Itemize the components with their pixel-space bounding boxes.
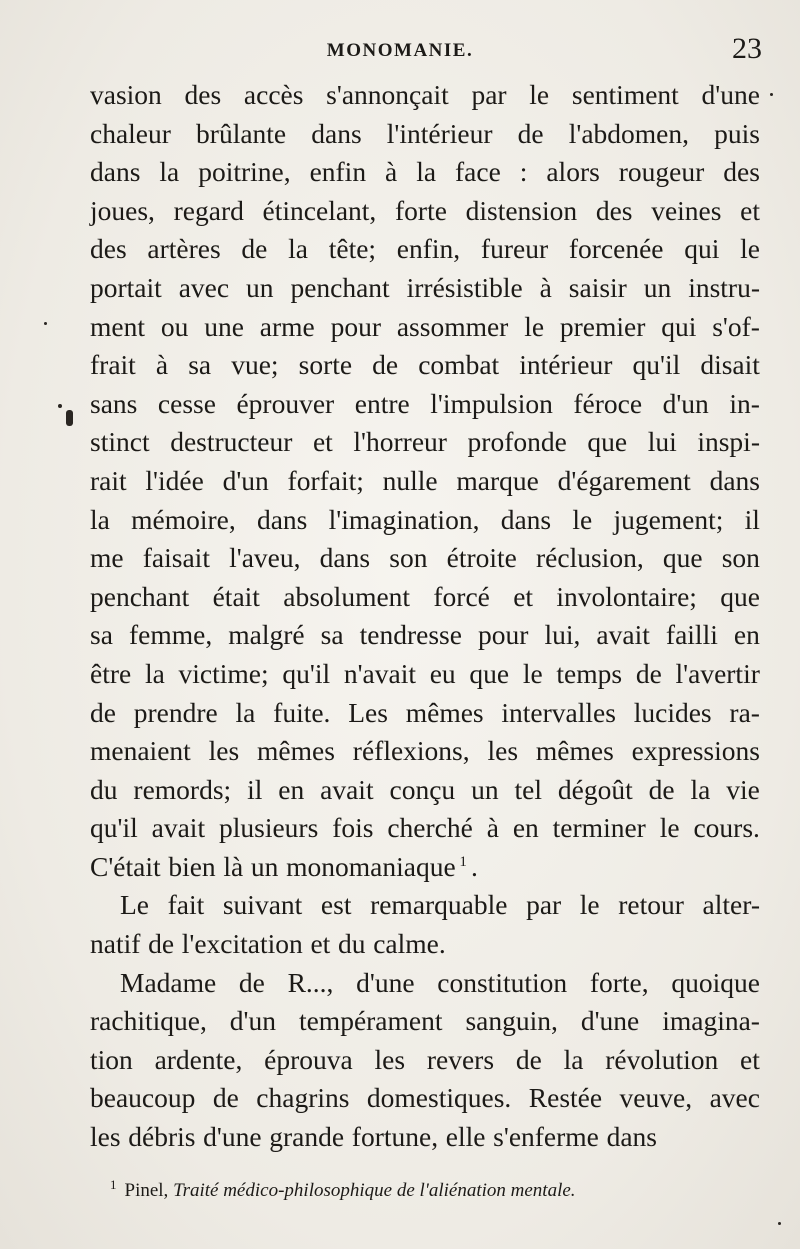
word: brûlante <box>196 117 287 149</box>
word: plusieurs <box>218 812 319 844</box>
page-header <box>0 32 800 72</box>
body-text <box>90 76 760 1157</box>
word: d'une <box>203 1121 262 1153</box>
word: à <box>486 812 499 844</box>
word: étroite <box>446 542 517 574</box>
word: son <box>389 542 428 574</box>
word: forcenée <box>568 233 664 265</box>
word: dans <box>709 464 760 496</box>
word: les <box>90 1121 121 1153</box>
word: n'avait <box>343 657 416 689</box>
word: malgré <box>228 619 305 651</box>
footnote <box>110 1176 730 1202</box>
text-line <box>90 153 760 192</box>
word: jugement; <box>613 503 724 535</box>
text-line <box>90 115 760 154</box>
word: lucides <box>633 696 712 728</box>
word: forfait; <box>287 464 364 496</box>
word: lui, <box>544 619 581 651</box>
word: involontaire; <box>556 580 697 612</box>
word: s'enferme <box>493 1121 599 1153</box>
word: débris <box>128 1121 196 1153</box>
word: l'aveu, <box>229 542 301 574</box>
word: rait <box>90 464 127 496</box>
ink-speck <box>44 322 47 325</box>
text-line <box>90 578 760 617</box>
word: la <box>235 696 256 728</box>
text-line <box>90 346 760 385</box>
word: qui <box>684 233 720 265</box>
word: victime; <box>178 657 269 689</box>
word: il <box>744 503 760 535</box>
text-line <box>90 385 760 424</box>
word: remords; <box>133 773 232 805</box>
word: là <box>223 850 244 882</box>
word: son <box>721 542 760 574</box>
text-line <box>90 1118 760 1157</box>
word: la <box>90 503 110 535</box>
word: s'annonçait <box>326 79 449 110</box>
word: que <box>469 657 510 689</box>
word: d'une <box>701 79 760 110</box>
word: était <box>212 580 260 612</box>
word: sentiment <box>571 79 679 110</box>
word: un <box>250 850 279 882</box>
word: in- <box>729 387 760 419</box>
word: ra- <box>729 696 760 728</box>
word: qui <box>661 310 697 342</box>
word: stinct <box>90 426 150 458</box>
text-line <box>90 616 760 655</box>
word: puis <box>714 117 760 149</box>
word: calme. <box>373 928 446 960</box>
word: une <box>204 310 244 342</box>
word: Madame <box>120 966 217 998</box>
word: sa <box>90 619 113 651</box>
word: par <box>471 79 507 110</box>
word: en <box>512 812 539 844</box>
word: vie <box>726 773 760 805</box>
word: menaient <box>90 735 191 767</box>
word: face <box>455 156 501 188</box>
word: enfin, <box>396 233 461 265</box>
word: disait <box>700 349 760 381</box>
word: de <box>648 773 675 805</box>
word: réclusion, <box>536 542 644 574</box>
word: du <box>90 773 118 805</box>
word: Restée <box>528 1082 603 1114</box>
ink-speck <box>770 93 773 96</box>
word: le <box>659 812 680 844</box>
word: vasion <box>90 79 162 110</box>
word: me <box>90 542 124 574</box>
word: le <box>572 503 593 535</box>
word: être <box>90 657 132 689</box>
word: beaucoup <box>90 1082 196 1114</box>
word: grande <box>269 1121 345 1153</box>
word: sanguin, <box>465 1005 558 1037</box>
word: forte <box>395 194 447 226</box>
word: un <box>246 271 274 303</box>
word: l'horreur <box>353 426 447 458</box>
word: mêmes <box>405 696 484 728</box>
text-line <box>90 925 760 964</box>
word: le <box>579 889 600 921</box>
word: faisait <box>142 542 210 574</box>
word: d'un <box>229 1005 276 1037</box>
word: dans <box>90 156 141 188</box>
word: portait <box>90 271 162 303</box>
word: d'un <box>222 464 269 496</box>
word: et <box>740 1043 760 1075</box>
word: la <box>416 156 437 188</box>
word: cherché <box>387 812 473 844</box>
word: veuve, <box>619 1082 693 1114</box>
text-line <box>90 655 760 694</box>
word: poitrine, <box>198 156 291 188</box>
word: intérieur <box>519 349 613 381</box>
word: dans <box>311 117 362 149</box>
word: avait <box>151 812 206 844</box>
word: l'impulsion <box>430 387 553 419</box>
word: de <box>148 928 175 960</box>
word: avait <box>596 619 650 651</box>
ink-speck <box>58 404 62 408</box>
word: les <box>208 735 240 767</box>
word: domestiques. <box>366 1082 512 1114</box>
word: tempérament <box>298 1005 443 1037</box>
word: l'imagination, <box>328 503 480 535</box>
word: veines <box>651 194 722 226</box>
word: féroce <box>573 387 643 419</box>
word: avec <box>178 271 230 303</box>
word: d'égarement <box>557 464 691 496</box>
word: en <box>278 773 305 805</box>
text-line <box>90 539 760 578</box>
word: l'avertir <box>675 657 760 689</box>
word: ou <box>160 310 189 342</box>
footnote-author: Pinel, <box>124 1180 169 1201</box>
word: des <box>723 156 760 188</box>
word: avec <box>709 1082 760 1114</box>
word: il <box>247 773 263 805</box>
word: de <box>238 966 265 998</box>
text-line <box>90 809 760 848</box>
word: alter- <box>702 889 760 921</box>
word: regard <box>173 194 244 226</box>
text-line <box>90 964 760 1003</box>
word: forcé <box>433 580 490 612</box>
word: de <box>635 657 662 689</box>
word: vue; <box>231 349 279 381</box>
word: à <box>155 349 169 381</box>
ink-speck <box>778 1222 781 1225</box>
word: le <box>740 233 760 265</box>
word: tête; <box>328 233 377 265</box>
word: qu'il <box>90 812 138 844</box>
word: : <box>519 156 528 188</box>
word: un <box>643 271 672 303</box>
word: intervalles <box>501 696 616 728</box>
footnote-reference: 1 <box>455 853 467 870</box>
word: fuite. <box>273 696 331 728</box>
word: et <box>310 928 331 960</box>
word: enfin <box>309 156 367 188</box>
word: à <box>539 271 552 303</box>
word: nulle <box>382 464 438 496</box>
word: de <box>515 1043 542 1075</box>
word: sa <box>320 619 344 651</box>
word: le <box>524 310 545 342</box>
word: conçu <box>389 773 456 805</box>
word: la <box>563 1043 584 1075</box>
word: ment <box>90 310 145 342</box>
word: assommer <box>396 310 509 342</box>
word: dégoût <box>557 773 633 805</box>
word: de <box>212 1082 239 1114</box>
word: l'idée <box>145 464 204 496</box>
word: terminer <box>552 812 646 844</box>
word: fait <box>167 889 205 921</box>
word: natif <box>90 928 141 960</box>
word: réflexions, <box>352 735 470 767</box>
word: joues, <box>90 194 155 226</box>
word: dans <box>256 503 308 535</box>
word: premier <box>559 310 646 342</box>
text-line <box>90 192 760 231</box>
word: R..., <box>287 966 334 998</box>
text-line <box>90 462 760 501</box>
word: destructeur <box>170 426 293 458</box>
word: tion <box>90 1043 133 1075</box>
word: artères <box>147 233 221 265</box>
text-line <box>90 76 760 115</box>
word: Le <box>120 889 150 921</box>
word: mémoire, <box>131 503 236 535</box>
word: revers <box>426 1043 495 1075</box>
word: forte, <box>589 966 649 998</box>
word: bien <box>168 850 216 882</box>
text-line <box>90 1041 760 1080</box>
word: le <box>529 79 550 110</box>
word: du <box>338 928 366 960</box>
word: femme, <box>128 619 213 651</box>
word: dans <box>606 1121 657 1153</box>
word: quoique <box>671 966 760 998</box>
word: prendre <box>133 696 218 728</box>
word: accès <box>243 79 304 110</box>
word: sorte <box>298 349 353 381</box>
word: d'une <box>580 1005 640 1037</box>
word: penchant <box>290 271 390 303</box>
word: qu'il <box>632 349 681 381</box>
word: par <box>526 889 562 921</box>
word: d'un <box>662 387 709 419</box>
word: combat <box>418 349 500 381</box>
word: sa <box>188 349 212 381</box>
word: que <box>662 542 703 574</box>
word: fois <box>332 812 374 844</box>
text-line <box>90 308 760 347</box>
word: la <box>159 156 180 188</box>
word: cesse <box>157 387 216 419</box>
text-line <box>90 732 760 771</box>
word: est <box>320 889 352 921</box>
text-line <box>90 423 760 462</box>
word: étincelant, <box>262 194 377 226</box>
text-line <box>90 501 760 540</box>
word: instru- <box>688 271 760 303</box>
word: en <box>733 619 760 651</box>
word: sans <box>90 387 138 419</box>
word: la <box>144 657 165 689</box>
word: l'excitation <box>181 928 303 960</box>
word: fortune, <box>351 1121 439 1153</box>
word: eu <box>429 657 456 689</box>
word: constitution <box>437 966 568 998</box>
word: suivant <box>222 889 303 921</box>
word: failli <box>665 619 718 651</box>
word: lui <box>647 426 677 458</box>
word: absolument <box>283 580 411 612</box>
word: de <box>241 233 268 265</box>
word: de <box>517 117 544 149</box>
word: pour <box>478 619 529 651</box>
text-line <box>90 886 760 925</box>
word: que <box>587 426 628 458</box>
word: rougeur <box>618 156 705 188</box>
word: des <box>595 194 633 226</box>
word: monomaniaque $^1$ <box>286 850 467 882</box>
word: mêmes <box>257 735 335 767</box>
word: temps <box>556 657 623 689</box>
text-line <box>90 1079 760 1118</box>
word: éprouva <box>264 1043 353 1075</box>
footnote-mark: 1 <box>110 1176 117 1192</box>
text-line <box>90 1002 760 1041</box>
word: les <box>487 735 519 767</box>
text-line <box>90 230 760 269</box>
word: C'était <box>90 850 161 882</box>
page-number: 23 <box>732 32 762 65</box>
word: ardente, <box>154 1043 243 1075</box>
word: un <box>471 773 499 805</box>
word: l'intérieur <box>386 117 493 149</box>
word: à <box>385 156 398 188</box>
word: alors <box>546 156 600 188</box>
text-line <box>90 848 760 887</box>
word: irrésistible <box>406 271 523 303</box>
word: distension <box>465 194 578 226</box>
word: elle <box>445 1121 486 1153</box>
word: révolution <box>605 1043 719 1075</box>
ink-speck <box>66 410 73 426</box>
word: et <box>312 426 333 458</box>
word: tendresse <box>359 619 462 651</box>
word: l'abdomen, <box>568 117 689 149</box>
word: de <box>90 696 116 728</box>
word: retour <box>618 889 684 921</box>
word: que <box>720 580 760 612</box>
word: d'une <box>356 966 415 998</box>
word: expressions <box>631 735 760 767</box>
word: saisir <box>568 271 627 303</box>
word: remarquable <box>370 889 508 921</box>
word: inspi- <box>697 426 760 458</box>
word: frait <box>90 349 136 381</box>
footnote-title: Traité médico-philosophique de l'aliénation mentale. <box>173 1180 576 1201</box>
word: avait <box>320 773 374 805</box>
word: penchant <box>90 580 190 612</box>
text-line <box>90 694 760 733</box>
word: la <box>690 773 711 805</box>
word: éprouver <box>236 387 335 419</box>
word: arme <box>259 310 315 342</box>
word: s'of- <box>712 310 760 342</box>
word: imagina- <box>662 1005 760 1037</box>
word: qu'il <box>282 657 331 689</box>
word: entre <box>354 387 410 419</box>
word: des <box>184 79 222 110</box>
word: chaleur <box>90 117 171 149</box>
word: des <box>90 233 127 265</box>
word: Les <box>348 696 388 728</box>
word: dans <box>500 503 552 535</box>
running-head: MONOMANIE. <box>326 40 474 61</box>
word: et <box>740 194 760 226</box>
word: chagrins <box>256 1082 350 1114</box>
word: et <box>513 580 534 612</box>
word: pour <box>330 310 381 342</box>
word: cours. <box>693 812 760 844</box>
word: fureur <box>480 233 549 265</box>
word: tel <box>514 773 542 805</box>
text-line <box>90 269 760 308</box>
word: le <box>522 657 543 689</box>
word: dans <box>319 542 371 574</box>
word: marque <box>456 464 539 496</box>
word: la <box>288 233 308 265</box>
text-line <box>90 771 760 810</box>
word: les <box>374 1043 406 1075</box>
word: rachitique, <box>90 1005 207 1037</box>
word: mêmes <box>535 735 614 767</box>
word: de <box>372 349 399 381</box>
end-punctuation: . <box>471 850 478 882</box>
word: profonde <box>467 426 567 458</box>
